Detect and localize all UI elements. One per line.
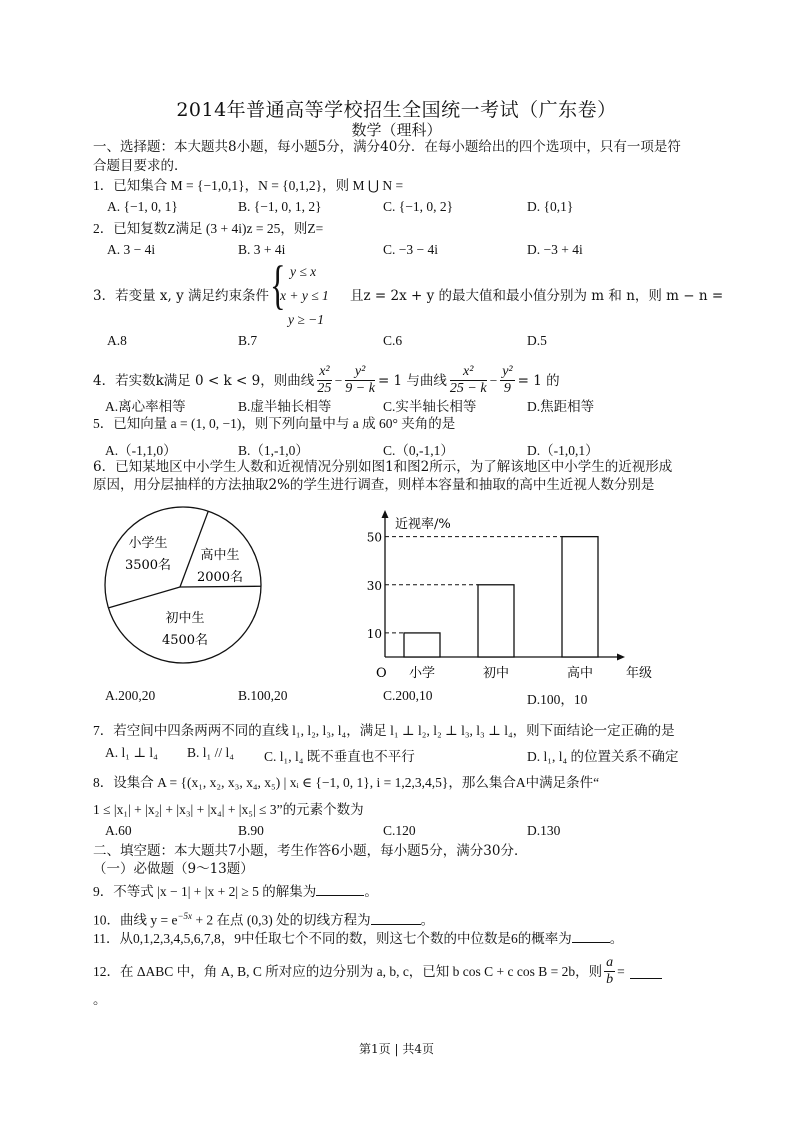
q11-text: 11．从0,1,2,3,4,5,6,7,8，9中任取七个不同的数，则这七个数的中位数是6的概率为 (93, 931, 572, 946)
q9-answer-blank[interactable] (316, 882, 364, 896)
q3-option-c[interactable]: C.6 (383, 333, 403, 348)
question-12 (93, 955, 662, 988)
q3-constraint-1: y ≤ x (290, 264, 317, 279)
q10-end: 。 (420, 912, 435, 928)
question-6-stem-line2: 原因，用分层抽样的方法抽取2%的学生进行调查，则样本容量和抽取的高中生近视人数分别是 (93, 477, 655, 493)
q4-stem-prefix: 4．若实数k满足 0 < k < 9，则曲线 (93, 372, 315, 389)
frac-num: x² (450, 364, 487, 381)
q2-option-c[interactable]: C. −3 − 4i (383, 242, 438, 257)
y-tick-label: 30 (366, 578, 382, 593)
y-tick-label: 10 (366, 626, 382, 641)
q11-end: 。 (609, 931, 624, 946)
q4-option-b[interactable]: B.虚半轴长相等 (238, 399, 332, 414)
q8-option-b[interactable]: B.90 (238, 823, 264, 838)
question-10 (93, 907, 434, 930)
q12-fraction (604, 955, 615, 988)
frac-num: y² (345, 364, 375, 381)
question-5-options (0, 439, 793, 457)
pie-slice-boundary (180, 586, 261, 587)
bar-高中 (562, 537, 598, 657)
q4-stem-suffix: = 1 的 (517, 372, 560, 389)
section1-intro-line1: 一、选择题：本大题共8小题，每小题5分，满分40分．在每小题给出的四个选项中，只有一项是符 (93, 139, 681, 155)
q10-answer-blank[interactable] (371, 911, 421, 925)
brace-symbol: { (270, 255, 286, 315)
question-4-options (0, 395, 793, 413)
frac-num: x² (319, 364, 330, 379)
question-3-options (0, 333, 793, 351)
q4-option-d[interactable]: D.焦距相等 (527, 399, 595, 414)
bar-初中 (478, 585, 514, 657)
q9-end: 。 (364, 884, 378, 899)
origin-label: O (376, 666, 387, 681)
q6-option-a[interactable]: A.200,20 (105, 688, 156, 703)
frac-den: 25 (317, 381, 332, 396)
pie-label-category: 高中生 (200, 548, 240, 563)
page-footer: 第1页 | 共4页 (359, 1042, 434, 1056)
pie-chart (100, 505, 270, 665)
question-5-stem: 5．已知向量 a = (1, 0, −1)，则下列向量中与 a 成 60° 夹角的是 (93, 416, 456, 431)
frac-den: 9 − k (345, 381, 375, 396)
y-axis-label: 近视率/% (395, 517, 451, 532)
q10-text: 10．曲线 y = e (93, 912, 178, 928)
q5-option-d[interactable]: D.（-1,0,1） (527, 443, 599, 458)
q7-option-b[interactable]: B. l₁ // l₄ (187, 745, 234, 760)
question-11 (93, 929, 623, 948)
q4-fraction-2b (500, 364, 514, 397)
q1-option-d[interactable]: D. {0,1} (527, 199, 574, 214)
q5-option-b[interactable]: B.（1,-1,0） (238, 443, 309, 458)
document-subtitle: 数学（理科） (351, 121, 442, 139)
x-tick-label: 高中 (566, 666, 594, 681)
q12-answer-blank[interactable] (630, 965, 662, 979)
bar-小学 (404, 633, 440, 657)
q3-option-d[interactable]: D.5 (527, 333, 547, 348)
pie-label-value: 4500名 (161, 633, 209, 648)
minus-sign: − (489, 372, 498, 388)
pie-label-category: 小学生 (128, 536, 168, 551)
q1-option-b[interactable]: B. {−1, 0, 1, 2} (238, 199, 322, 214)
x-axis-label: 年级 (626, 666, 653, 681)
question-2-stem: 2．已知复数Z满足 (3 + 4i)z = 25，则Z= (93, 221, 324, 236)
q8-option-a[interactable]: A.60 (105, 823, 132, 838)
x-axis-arrow-icon (617, 654, 625, 661)
section2-sub: （一）必做题（9～13题） (93, 861, 254, 877)
question-6-stem-line1: 6．已知某地区中小学生人数和近视情况分别如图1和图2所示，为了解该地区中小学生的近视形成 (93, 459, 673, 475)
question-7-stem: 7．若空间中四条两两不同的直线 l₁, l₂, l₃, l₄，满足 l₁ ⊥ l₂, l₂ ⊥ l₃, l₃ ⊥ l₄，则下面结论一定正确的是 (93, 723, 675, 738)
question-8-stem-line2: 1 ≤ |x₁| + |x₂| + |x₃| + |x₄| + |x₅| ≤ 3”的元素个数为 (93, 802, 364, 817)
q7-option-c[interactable]: C. l₁, l₄ 既不垂直也不平行 (264, 749, 415, 764)
q4-fraction-1b (345, 364, 375, 397)
q6-option-d[interactable]: D.100，10 (527, 692, 588, 707)
q8-option-c[interactable]: C.120 (383, 823, 416, 838)
q3-constraint-2: x + y ≤ 1 (280, 288, 329, 303)
frac-den: 9 (503, 381, 511, 396)
q4-fraction-2a (450, 364, 487, 397)
frac-den: b (606, 972, 614, 987)
question-1-stem: 1．已知集合 M = {−1,0,1}，N = {0,1,2}，则 M ⋃ N = (93, 178, 404, 193)
q12-end: 。 (93, 992, 107, 1008)
question-7-options (0, 745, 793, 763)
frac-den: 25 − k (449, 381, 487, 396)
question-2-options (0, 242, 793, 260)
q3-constraint-3: y ≥ −1 (288, 312, 325, 327)
q5-option-c[interactable]: C.（0,-1,1） (383, 443, 454, 458)
question-9 (93, 882, 378, 901)
q2-option-d[interactable]: D. −3 + 4i (527, 242, 583, 257)
pie-label-value: 2000名 (196, 570, 244, 585)
q6-option-c[interactable]: C.200,10 (383, 688, 433, 703)
q10-exponent: −5x (177, 911, 193, 921)
bar-chart (360, 500, 670, 690)
question-8-options (0, 823, 793, 841)
question-1-options (0, 199, 793, 217)
q1-option-a[interactable]: A. {−1, 0, 1} (107, 199, 178, 214)
q9-text: 9．不等式 |x − 1| + |x + 2| ≥ 5 的解集为 (93, 884, 317, 899)
y-axis-arrow-icon (382, 510, 389, 518)
frac-num: y² (502, 364, 513, 379)
q8-option-d[interactable]: D.130 (527, 823, 561, 838)
q11-answer-blank[interactable] (572, 929, 610, 943)
q2-option-b[interactable]: B. 3 + 4i (238, 242, 286, 257)
section1-intro-line2: 合题目要求的． (93, 158, 188, 174)
q1-option-c[interactable]: C. {−1, 0, 2} (383, 199, 454, 214)
section2-intro: 二、填空题：本大题共7小题，考生作答6小题，每小题5分，满分30分． (93, 843, 528, 859)
question-6-options (0, 688, 793, 706)
q12-text: 12．在 ΔABC 中，角 A, B, C 所对应的边分别为 a, b, c，已知 b cos C + c cos B = 2b，则 (93, 963, 603, 979)
q2-option-a[interactable]: A. 3 − 4i (107, 242, 156, 257)
question-3-stem-prefix: 3．若变量 x, y 满足约束条件 (93, 288, 269, 304)
document-title: 2014年普通高等学校招生全国统一考试（广东卷） (176, 99, 617, 121)
question-3-stem-suffix: 且z = 2x + y 的最大值和最小值分别为 m 和 n，则 m − n = (350, 288, 724, 304)
y-tick-label: 50 (366, 530, 382, 545)
q12-equals: = (617, 963, 625, 979)
q4-option-a[interactable]: A.离心率相等 (105, 399, 186, 414)
q5-option-a[interactable]: A.（-1,1,0） (105, 443, 177, 458)
pie-label-category: 初中生 (165, 611, 205, 626)
question-4-stem (93, 364, 560, 397)
x-tick-label: 初中 (482, 666, 510, 681)
question-8-stem-line1: 8．设集合 A = {(x₁, x₂, x₃, x₄, x₅) | xᵢ ∈ {−1, 0, 1}, i = 1,2,3,4,5}，那么集合A中满足条件“ (93, 775, 600, 790)
x-tick-label: 小学 (408, 666, 436, 681)
q7-option-d[interactable]: D. l₁, l₄ 的位置关系不确定 (527, 749, 679, 764)
pie-label-value: 3500名 (124, 558, 172, 573)
frac-num: a (606, 955, 614, 970)
q6-option-b[interactable]: B.100,20 (238, 688, 288, 703)
q3-option-a[interactable]: A.8 (107, 333, 127, 348)
q10-text2: + 2 在点 (0,3) 处的切线方程为 (192, 912, 371, 928)
minus-sign: − (334, 372, 343, 388)
q7-option-a[interactable]: A. l₁ ⊥ l₄ (105, 745, 158, 760)
q4-fraction-1a (317, 364, 331, 397)
q4-option-c[interactable]: C.实半轴长相等 (383, 399, 477, 414)
q4-middle: = 1 与曲线 (377, 372, 447, 389)
q3-option-b[interactable]: B.7 (238, 333, 258, 348)
